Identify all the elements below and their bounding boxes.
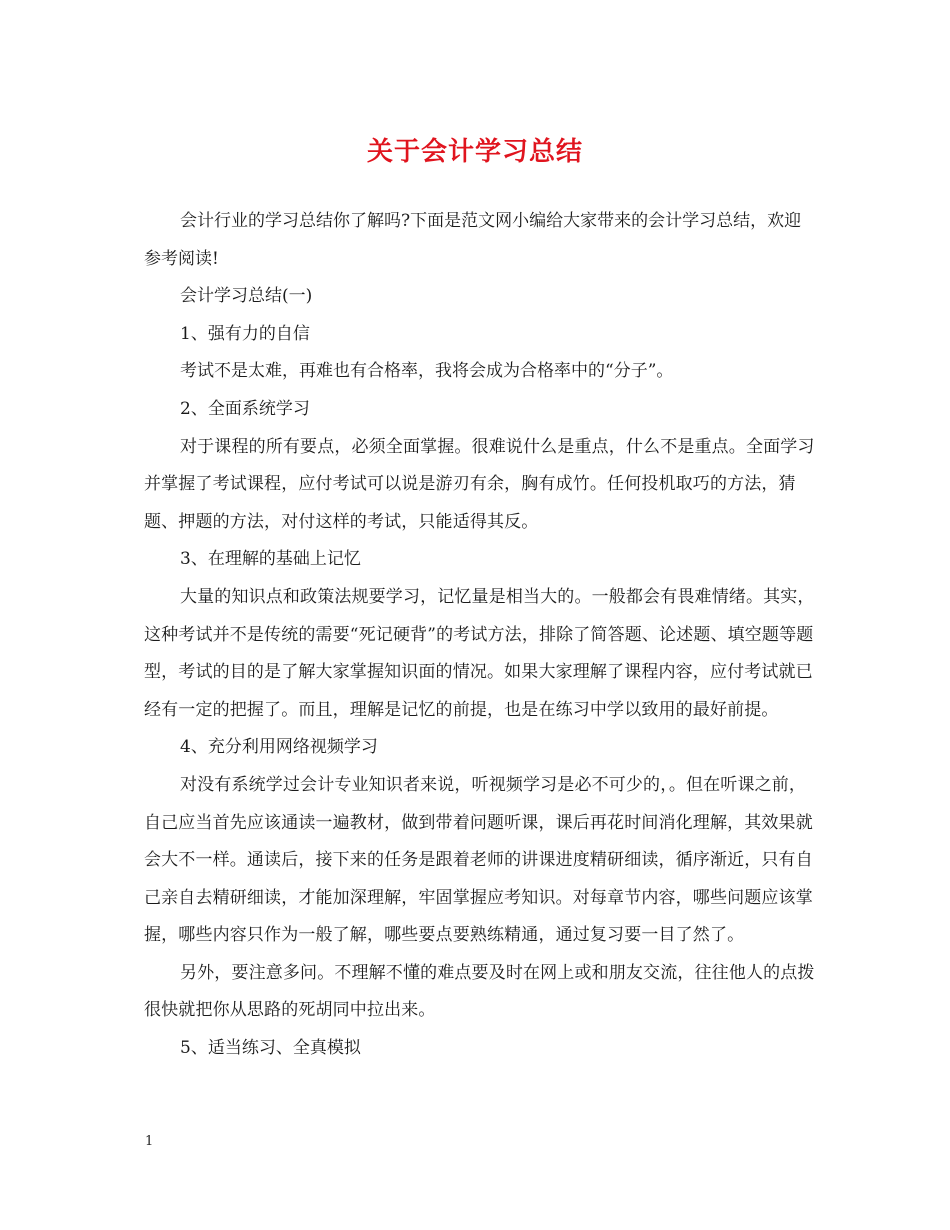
point-paragraph-1: 考试不是太难，再难也有合格率，我将会成为合格率中的“分子”。 <box>180 361 674 382</box>
point-heading-2: 2、全面系统学习 <box>180 398 310 419</box>
point-paragraph-2: 对于课程的所有要点，必须全面掌握。很难说什么是重点，什么不是重点。全面学习并掌握了考试课程，应付考试可以说是游刃有余，胸有成竹。任何投机取巧的方法，猜题、押题的方法，对付这样的考试，只能适得其反。 <box>144 436 815 532</box>
point-heading-3: 3、在理解的基础上记忆 <box>180 549 361 570</box>
page-number: 1 <box>145 1134 154 1149</box>
point-heading-5: 5、适当练习、全真模拟 <box>180 1038 361 1059</box>
document-body <box>144 203 816 1068</box>
document-title: 关于会计学习总结 <box>366 137 583 167</box>
point-paragraph-4-extra: 另外，要注意多问。不理解不懂的难点要及时在网上或和朋友交流，往往他人的点拨很快就把你从思路的死胡同中拉出来。 <box>144 962 815 1021</box>
intro-paragraph: 会计行业的学习总结你了解吗?下面是范文网小编给大家带来的会计学习总结，欢迎参考阅读! <box>144 211 802 269</box>
point-heading-4: 4、充分利用网络视频学习 <box>180 737 378 758</box>
point-heading-1: 1、强有力的自信 <box>180 323 310 344</box>
point-paragraph-3: 大量的知识点和政策法规要学习，记忆量是相当大的。一般都会有畏难情绪。其实，这种考试并不是传统的需要“死记硬背”的考试方法，排除了简答题、论述题、填空题等题型，考试的目的是了解大家掌握知识面的情况。如果大家理解了课程内容，应付考试就已经有一定的把握了。而且，理解是记忆的前提，也是在练习中学以致用的最好前提。 <box>144 586 815 720</box>
section-heading: 会计学习总结(一) <box>180 286 313 307</box>
point-paragraph-4: 对没有系统学过会计专业知识者来说，听视频学习是必不可少的，。但在听课之前，自己应当首先应该通读一遍教材，做到带着问题听课，课后再花时间消化理解，其效果就会大不一样。通读后，接下来的任务是跟着老师的讲课进度精研细读，循序渐近，只有自己亲自去精研细读，才能加深理解，牢固掌握应考知识。对每章节内容，哪些问题应该掌握，哪些内容只作为一般了解，哪些要点要熟练精通，通过复习要一目了然了。 <box>144 774 813 946</box>
